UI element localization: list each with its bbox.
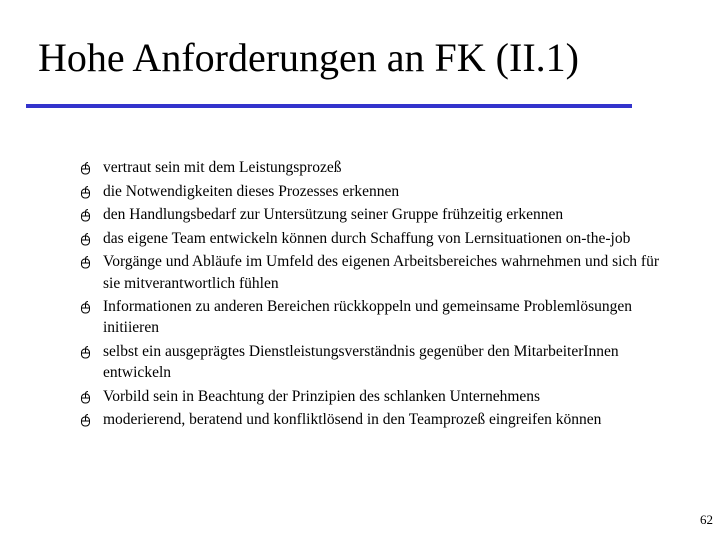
bullet-text: das eigene Team entwickeln können durch Schaffung von Lernsituationen on-the-job <box>103 229 631 247</box>
bullet-item <box>80 181 680 202</box>
bullet-text: moderierend, beratend und konfliktlösend in den Teamprozeß eingreifen können <box>103 411 602 429</box>
mouse-icon <box>80 301 91 314</box>
bullet-item <box>80 157 680 178</box>
mouse-icon <box>80 233 91 246</box>
mouse-icon <box>80 346 91 359</box>
mouse-icon <box>80 256 91 269</box>
bullet-text: Vorgänge und Abläufe im Umfeld des eigenen Arbeitsbereiches wahrnehmen und sich für sie mitverantwortlich fühlen <box>103 253 659 292</box>
bullet-text: den Handlungsbedarf zur Untersützung seiner Gruppe frühzeitig erkennen <box>103 206 564 224</box>
bullet-text: die Notwendigkeiten dieses Prozesses erkennen <box>103 182 400 200</box>
bullet-text: Vorbild sein in Beachtung der Prinzipien des schlanken Unternehmens <box>103 387 541 405</box>
bullet-list <box>80 157 680 433</box>
title-underline <box>26 104 632 108</box>
bullet-item <box>80 251 680 293</box>
mouse-icon <box>80 186 91 199</box>
slide-title: Hohe Anforderungen an FK (II.1) <box>38 35 579 80</box>
mouse-icon <box>80 209 91 222</box>
page-number: 62 <box>700 512 713 527</box>
mouse-icon <box>80 162 91 175</box>
bullet-item <box>80 296 680 338</box>
bullet-item <box>80 386 680 407</box>
bullet-item <box>80 409 680 430</box>
mouse-icon <box>80 391 91 404</box>
bullet-text: Informationen zu anderen Bereichen rückkoppeln und gemeinsame Problemlösungen initiieren <box>103 298 632 337</box>
bullet-item <box>80 204 680 225</box>
bullet-item <box>80 228 680 249</box>
bullet-item <box>80 341 680 383</box>
bullet-text: selbst ein ausgeprägtes Dienstleistungsverständnis gegenüber den MitarbeiterInnen entwickeln <box>103 342 619 382</box>
mouse-icon <box>80 414 91 427</box>
bullet-text: vertraut sein mit dem Leistungsprozeß <box>103 159 342 176</box>
